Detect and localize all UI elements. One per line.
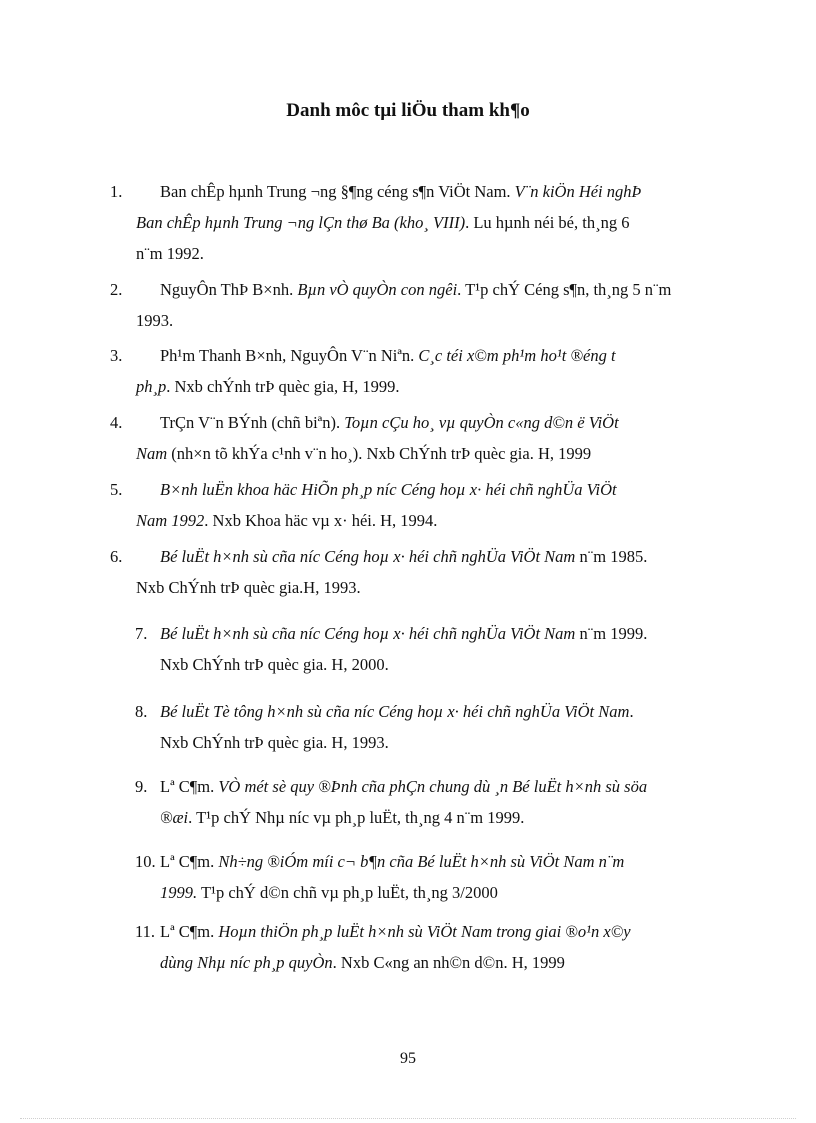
reference-text: Ban chÊp hµnh Trung ¬ng §¶ng céng s¶n ViÖt Nam. bbox=[160, 182, 515, 201]
reference-title-text: C¸c téi x©m ph¹m ho¹t ®éng t bbox=[418, 346, 616, 365]
reference-title-text: Ban chÊp hµnh Trung ¬ng lÇn thø Ba (kho¸ VIII) bbox=[136, 213, 466, 232]
reference-line bbox=[160, 846, 624, 877]
reference-text: n¨m 1985. bbox=[575, 547, 648, 566]
reference-line bbox=[160, 771, 647, 802]
reference-line bbox=[160, 274, 671, 305]
reference-line bbox=[160, 802, 524, 833]
reference-title-text: Bé luËt h×nh sù cña níc Céng hoµ x· héi chñ nghÜa ViÖt Nam bbox=[160, 624, 576, 643]
reference-text: . T¹p chÝ Céng s¶n, th¸ng 5 n¨m bbox=[457, 280, 672, 299]
reference-line bbox=[160, 340, 616, 371]
reference-line bbox=[160, 541, 647, 572]
reference-line bbox=[136, 305, 173, 336]
reference-number: 5. bbox=[110, 480, 123, 499]
reference-text: TrÇn V¨n BÝnh (chñ biªn). bbox=[160, 413, 345, 432]
reference-text: . Nxb chÝnh trÞ quèc gia, H, 1999. bbox=[166, 377, 400, 396]
reference-number: 9. bbox=[135, 777, 148, 796]
reference-text: Ph¹m Thanh B×nh, NguyÔn V¨n Niªn. bbox=[160, 346, 419, 365]
reference-line bbox=[160, 696, 634, 727]
reference-line bbox=[136, 371, 400, 402]
page-title: Danh môc tµi liÖu tham kh¶o bbox=[286, 100, 530, 121]
reference-line bbox=[160, 877, 498, 908]
reference-line bbox=[160, 474, 617, 505]
reference-text: . Lu hµnh néi bé, th¸ng 6 bbox=[465, 213, 630, 232]
reference-title-text: Bé luËt h×nh sù cña níc Céng hoµ x· héi chñ nghÜa ViÖt Nam bbox=[160, 547, 576, 566]
reference-number: 8. bbox=[135, 702, 148, 721]
page-number: 95 bbox=[400, 1050, 416, 1067]
reference-text: Nxb ChÝnh trÞ quèc gia. H, 1993. bbox=[160, 733, 389, 752]
reference-line bbox=[160, 916, 631, 947]
reference-text: . bbox=[629, 702, 634, 721]
reference-title-text: 1999. bbox=[160, 883, 198, 902]
reference-text: T¹p chÝ d©n chñ vµ ph¸p luËt, th¸ng 3/2000 bbox=[197, 883, 498, 902]
reference-title-text: B×nh luËn khoa häc HiÕn ph¸p níc Céng hoµ x· héi chñ nghÜa ViÖt bbox=[160, 480, 617, 499]
reference-text: Nxb ChÝnh trÞ quèc gia.H, 1993. bbox=[136, 578, 361, 597]
reference-line bbox=[160, 727, 389, 758]
reference-line bbox=[160, 649, 389, 680]
reference-title-text: Nam 1992 bbox=[136, 511, 205, 530]
reference-line bbox=[160, 407, 619, 438]
reference-number: 6. bbox=[110, 547, 123, 566]
reference-text: . Nxb C«ng an nh©n d©n. H, 1999 bbox=[332, 953, 565, 972]
reference-line bbox=[136, 572, 361, 603]
reference-title-text: ®æi bbox=[160, 808, 189, 827]
reference-text: 1993. bbox=[136, 311, 174, 330]
reference-line bbox=[136, 438, 591, 469]
reference-title-text: Nh÷ng ®iÓm míi c¬ b¶n cña Bé luËt h×nh sù ViÖt Nam n¨m bbox=[218, 852, 625, 871]
reference-title-text: V¨n kiÖn Héi nghÞ bbox=[514, 182, 642, 201]
reference-title-text: VÒ mét sè quy ®Þnh cña phÇn chung dù ¸n Bé luËt h×nh sù söa bbox=[218, 777, 648, 796]
reference-line bbox=[160, 618, 647, 649]
reference-number: 10. bbox=[135, 852, 156, 871]
reference-text: Lª C¶m. bbox=[160, 777, 219, 796]
reference-line bbox=[160, 176, 642, 207]
reference-number: 4. bbox=[110, 413, 123, 432]
reference-title-text: Hoµn thiÖn ph¸p luËt h×nh sù ViÖt Nam trong giai ®o¹n x©y bbox=[218, 922, 631, 941]
reference-text: n¨m 1999. bbox=[575, 624, 648, 643]
reference-number: 7. bbox=[135, 624, 148, 643]
reference-text: (nh×n tõ khÝa c¹nh v¨n ho¸). Nxb ChÝnh trÞ quèc gia. H, 1999 bbox=[167, 444, 592, 463]
reference-line bbox=[136, 505, 437, 536]
reference-title-text: ph¸p bbox=[136, 377, 167, 396]
reference-text: Lª C¶m. bbox=[160, 852, 219, 871]
reference-line bbox=[136, 238, 204, 269]
reference-title-text: dùng Nhµ níc ph¸p quyÒn bbox=[160, 953, 333, 972]
reference-text: Nxb ChÝnh trÞ quèc gia. H, 2000. bbox=[160, 655, 389, 674]
reference-number: 11. bbox=[135, 922, 156, 941]
reference-text: . Nxb Khoa häc vµ x· héi. H, 1994. bbox=[204, 511, 438, 530]
reference-title-text: Bé luËt Tè tông h×nh sù cña níc Céng hoµ x· héi chñ nghÜa ViÖt Nam bbox=[160, 702, 630, 721]
reference-number: 3. bbox=[110, 346, 123, 365]
reference-text: Lª C¶m. bbox=[160, 922, 219, 941]
reference-line bbox=[160, 947, 565, 978]
reference-text: NguyÔn ThÞ B×nh. bbox=[160, 280, 298, 299]
reference-title-text: Toµn cÇu ho¸ vµ quyÒn c«ng d©n ë ViÖt bbox=[344, 413, 619, 432]
bottom-rule bbox=[20, 1118, 796, 1119]
reference-title-text: Nam bbox=[136, 444, 168, 463]
reference-line bbox=[136, 207, 629, 238]
reference-text: . T¹p chÝ Nhµ níc vµ ph¸p luËt, th¸ng 4 n¨m 1999. bbox=[188, 808, 525, 827]
reference-number: 2. bbox=[110, 280, 123, 299]
reference-text: n¨m 1992. bbox=[136, 244, 204, 263]
reference-number: 1. bbox=[110, 182, 123, 201]
reference-title-text: Bµn vÒ quyÒn con ngêi bbox=[297, 280, 458, 299]
